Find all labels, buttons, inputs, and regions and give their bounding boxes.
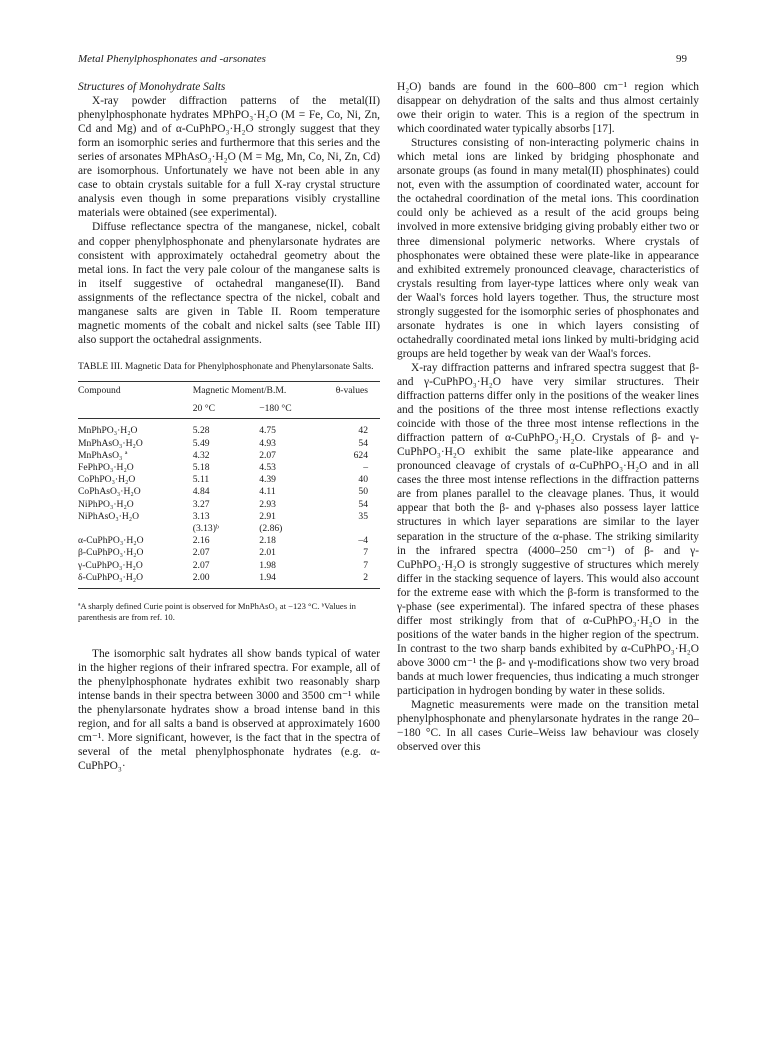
table-cell-m180: 4.11 [259,486,276,498]
running-title: Metal Phenylphosphonates and -arsonates [78,53,266,65]
table-cell-theta: –4 [358,535,368,547]
table-cell-m180: 4.53 [259,461,276,473]
paragraph: Structures consisting of non-interacting polymeric chains in which metal ions are linked by bridging phosphonate and arsonate groups (as found in many metal(II) phosphinates) could not, even with the assumption of coordinated water, account for the octahedral coordination of the metal ions. This coordination could only be achieved as a result of the acid groups being involved in more extensive bridging giving probably either two or three dimensional polymeric networks. Where crystals of phosphonates were obtained these were plate-like in appearance and exhibited extremely pronounced cleavage, characteristics of crystals resulting from layer-type lattices where only weak van der Waal's forces hold layers together. Thus, the structure most strongly suggested for the isomorphic series of phosphonates and arsonate hydrates is one in which layers consisting of octahedrally coordinated metal ions linked by multi-bridging acid groups are held together by weak van der Waal's forces. [397,137,699,360]
table-cell-theta: 35 [358,510,368,522]
table-row [78,499,380,511]
table-cell-theta: 40 [358,474,368,486]
table-cell-theta: 624 [353,449,368,461]
table-cell-m180: 2.91 [259,510,276,522]
table-cell-m20: 5.49 [192,437,210,449]
paragraph: The isomorphic salt hydrates all show bands typical of water in the higher regions of their infrared spectra. For example, all of the phenylphosphonate hydrates exhibit two reasonably sharp intense bands in their spectra between 3000 and 3500 cm⁻¹ while the phenylarsonate hydrates show a broad intense band in this region, and for all salts a band is observed at approximately 1600 cm⁻¹. More significant, however, is the fact that in the spectra of several of the metal phenylphosphonate hydrates (e.g. α-CuPhPO₃· [78,647,380,773]
table-cell-compound: CoPhPO₃·H₂O [78,474,136,486]
table-cell-theta: 7 [363,547,368,559]
table-cell-theta: – [363,461,368,473]
table-cell-compound: γ-CuPhPO₃·H₂O [78,559,143,571]
table-cell-m20: 4.84 [192,486,210,498]
table-cell-m20: 5.18 [192,461,210,473]
table-row [78,450,380,462]
table-cell-compound: MnPhAsO₃·H₂O [78,437,143,449]
table-cell-m20: 2.00 [192,571,210,583]
table-cell-m20: 2.07 [192,559,210,571]
table-row [78,572,380,584]
column-header-compound: Compound [78,384,121,396]
column-header-moment: Magnetic Moment/B.M. [192,384,287,396]
table-row [78,547,380,559]
table-cell-m180: 4.39 [259,474,276,486]
table-row [78,462,380,474]
table-cell-m20: 3.27 [192,498,210,510]
table-row [78,535,380,547]
column-header-minus180c: −180 °C [259,403,292,415]
table-cell-compound: MnPhAsO₃ ª [78,449,128,461]
table-cell-m180: 1.94 [259,571,276,583]
table-cell-m20: 4.32 [192,449,210,461]
table-cell-m180: 2.18 [259,535,276,547]
table-row [78,486,380,498]
paragraph: X-ray powder diffraction patterns of the metal(II) phenylphosphonate hydrates MPhPO₃·H₂O (M = Fe, Co, Ni, Zn, Cd and Mg) and of α-CuPhPO₃·H₂O strongly suggest that they form an isomorphic series and furthermore that this series and the series of arsonates MPhAsO₃·H₂O (M = Mg, Mn, Co, Ni, Zn, Cd) are isomorphous. Unfortunately we have not been able in any case to obtain crystals suitable for a full X-ray crystal structure analysis even though in some preparations visibly crystalline materials were obtained (see experimental). [78,95,380,220]
table-cell-theta: 50 [358,486,368,498]
table-row [78,425,380,437]
paragraph: Diffuse reflectance spectra of the manganese, nickel, cobalt and copper phenylphosphonate and phenylarsonate hydrates are consistent with approximately octahedral geometry about the metal ions. In fact the very pale colour of the manganese salts is in itself suggestive of octahedral manganese(II). Band assignments of the reflectance spectra of the nickel, cobalt and manganese salts are given in Table II. Room temperature magnetic moments of the cobalt and nickel salts (see Table III) also support the octahedral assignments. [78,221,380,346]
table-cell-compound: MnPhPO₃·H₂O [78,425,138,437]
table-cell-m20: 2.07 [192,547,210,559]
right-column [397,80,699,754]
table-cell-m180: 2.01 [259,547,276,559]
table-cell-m20: (3.13)ᵇ [192,522,219,534]
page-number: 99 [676,53,687,65]
table-row [78,511,380,523]
table-cell-compound: δ-CuPhPO₃·H₂O [78,571,144,583]
table-cell-m20: 3.13 [192,510,210,522]
table-cell-compound: NiPhAsO₃·H₂O [78,510,140,522]
table-cell-m20: 2.16 [192,535,210,547]
table-cell-compound: FePhPO₃·H₂O [78,461,134,473]
column-header-20c: 20 °C [192,403,215,415]
table-row [78,560,380,572]
table-row [78,523,380,535]
paragraph: H₂O) bands are found in the 600–800 cm⁻¹ region which disappear on dehydration of the salts and thus almost certainly owe their origin to water. This is a region of the spectrum in which coordinated water typically absorbs [17]. [397,81,699,136]
table-cell-m180: 1.98 [259,559,276,571]
left-column [78,80,380,773]
table-cell-compound: α-CuPhPO₃·H₂O [78,535,144,547]
table-row [78,474,380,486]
section-heading: Structures of Monohydrate Salts [78,81,226,93]
table-cell-m20: 5.11 [192,474,210,486]
table-cell-theta [326,523,380,535]
table-cell-theta: 7 [363,559,368,571]
table-cell-compound [78,523,193,535]
table-cell-compound: CoPhAsO₃·H₂O [78,486,141,498]
table-cell-m180: 2.93 [259,498,276,510]
paragraph: X-ray diffraction patterns and infrared spectra suggest that β- and γ-CuPhPO₃·H₂O have very similar structures. Their diffraction patterns differ only in the positions of the weaker lines and the positions of the three most intense reflections exactly coincide with those of the three most intense reflections in the diffraction pattern of α-CuPhPO₃·H₂O. Crystals of β- and γ-CuPhPO₃·H₂O exhibit the same plate-like appearance and pronounced cleavage of crystals of α-CuPhPO₃·H₂O and in all cases the three most intense reflections in the diffraction patterns are from planes parallel to the cleavage planes. Thus, it would appear that both the β- and γ-phases also possess layer lattice structures in which layer separations are similar to the layer separation in the structure of the α-phase. The striking similarity in the infrared spectra (4000–250 cm⁻¹) of β- and γ-CuPhPO₃·H₂O is strongly suggestive of structures which merely differ in the stacking sequence of layers. This would also account for the extreme ease with which the β-form is transformed to the γ-phase (see experimental). The infared spectra of these phases differ most strikingly from that of α-CuPhPO₃·H₂O in the positions of the water bands in the higher region of the spectrum. In contrast to the two sharp bands exhibited by α-CuPhPO₃·H₂O above 3000 cm⁻¹ the β- and γ-modifications show two very broad bands at much lower frequencies, thus indicating a much stronger participation in hydrogen bonding by water in these solids. [397,361,699,698]
table-cell-theta: 42 [358,425,368,437]
paragraph: Magnetic measurements were made on the transition metal phenylphosphonate and phenylarsonate hydrates in the range 20–−180 °C. In all cases Curie–Weiss law behaviour was closely observed over this [397,699,699,754]
table-cell-m20: 5.28 [192,425,210,437]
table-cell-m180: 4.75 [259,425,276,437]
table-row [78,438,380,450]
magnetic-data-table [78,381,380,584]
table-cell-m180: 2.07 [259,449,276,461]
table-cell-theta: 54 [358,498,368,510]
column-header-theta: θ-values [335,384,368,396]
table-footnote: ªA sharply defined Curie point is observed for MnPhAsO₃ at −123 °C. ᵇValues in parenthesis are from ref. 10. [78,600,356,622]
table-caption: TABLE III. Magnetic Data for Phenylphosphonate and Phenylarsonate Salts. [78,360,374,372]
table-cell-m180: 4.93 [259,437,276,449]
table-cell-m180: (2.86) [259,522,283,534]
table-cell-theta: 2 [363,571,368,583]
table-cell-compound: NiPhPO₃·H₂O [78,498,134,510]
table-bottom-rule [78,588,380,589]
table-cell-compound: β-CuPhPO₃·H₂O [78,547,144,559]
table-cell-theta: 54 [358,437,368,449]
